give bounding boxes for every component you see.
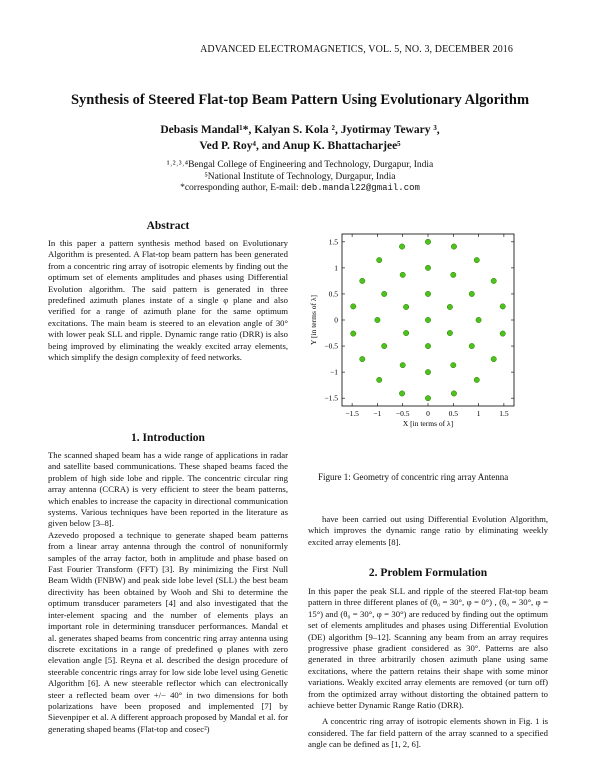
array-element-point — [476, 317, 481, 322]
abstract-heading: Abstract — [146, 220, 190, 232]
abstract-text: In this paper a pattern synthesis method based on Evolutionary Algorithm is presented. A Flat-top beam pattern has been generated from a concentric ring array of isotropic elements by finding out the optimum set of elements amplitudes and phases using Differential Evolution algorithm. The said pattern is generated in three predefined azimuth planes instate of a single φ plane and also verified for a range of azimuth plane for the same optimum excitations. The main beam is steered to an elevation angle of 30° with lower peak SLL and ripple. Dynamic range ratio (DRR) is also being improved by eliminating the weakly excited array elements, which simplify the design complexity of feed networks. — [48, 238, 288, 363]
array-element-point — [381, 291, 386, 296]
array-element-point — [447, 330, 452, 335]
array-element-point — [375, 317, 380, 322]
affiliation-2: ⁵National Institute of Technology, Durgapur, India — [204, 172, 396, 182]
y-tick-label: 0.5 — [328, 289, 338, 299]
x-tick-label: 0 — [426, 409, 430, 418]
array-element-point — [381, 343, 386, 348]
array-element-point — [469, 291, 474, 296]
array-element-point — [351, 304, 356, 309]
journal-header: ADVANCED ELECTROMAGNETICS, VOL. 5, NO. 3, DECEMBER 2016 — [200, 44, 513, 55]
x-tick-label: −0.5 — [395, 409, 410, 418]
array-element-point — [491, 356, 496, 361]
introduction-heading: 1. Introduction — [131, 432, 205, 444]
y-tick-label: 1 — [334, 263, 338, 273]
array-element-point — [451, 391, 456, 396]
array-element-point — [425, 265, 430, 270]
x-tick-label: 1.5 — [499, 409, 509, 418]
y-axis-label: Y [in terms of λ] — [309, 294, 318, 346]
array-element-point — [403, 304, 408, 309]
array-element-point — [425, 369, 430, 374]
array-element-point — [360, 278, 365, 283]
x-axis-label: X [in terms of λ] — [402, 419, 454, 428]
authors-line-1: Debasis Mandal¹*, Kalyan S. Kola ², Jyotirmay Tewary ³, — [160, 124, 440, 136]
corresponding-label: *corresponding author, E-mail: — [180, 183, 302, 193]
array-element-point — [500, 304, 505, 309]
problem-paragraph-1: In this paper the peak SLL and ripple of the steered Flat-top beam pattern in three different planes of (θ₀ = 30°, φ = 0°) , (θ₀ = 30°, φ = 15°) and (θ₀ = 30°, φ = 30°) are reduced by finding out the optimum set of elements amplitudes and phases using Differential Evolution (DE) algorithm [9–12]. Scanning any beam from an array requires progressive phase gradient considered as 30°. Patterns are also generated in three arbitrarily chosen azimuth plane using same excitations, where the pattern retains their shape with some minor variations. Weakly excited array elements are removed (or turn off) from the optimized array without distorting the obtained pattern to achieve better Dynamic Range Ratio (DRR). — [308, 586, 548, 711]
problem-paragraph-2: A concentric ring array of isotropic elements shown in Fig. 1 is considered. The far field pattern of the array scanned to a specified angle can be defined as [1, 2, 6]. — [308, 716, 548, 750]
array-element-point — [425, 343, 430, 348]
author-email[interactable]: deb.mandal22@gmail.com — [301, 183, 420, 193]
corresponding-author — [0, 183, 600, 193]
intro-paragraph-1: The scanned shaped beam has a wide range of applications in radar and satellite based communications. These shaped beams faced the problem of high side lobe and ripple. The concentric circular ring array antenna (CCRA) is very efficient to steer the beam patterns, which enables to increase the capacity in directional communication systems. Various techniques have been reported in the literature as given below [3–8]. — [48, 450, 288, 529]
affiliation-1: ¹˒²˒³˒⁴Bengal College of Engineering and Technology, Durgapur, India — [166, 160, 434, 170]
array-element-point — [399, 391, 404, 396]
array-element-point — [425, 239, 430, 244]
array-element-point — [469, 343, 474, 348]
array-element-point — [425, 395, 430, 400]
introduction-text — [48, 450, 288, 735]
array-element-point — [360, 356, 365, 361]
x-tick-label: −1.5 — [345, 409, 359, 418]
array-element-point — [400, 272, 405, 277]
array-element-point — [425, 291, 430, 296]
x-tick-label: 1 — [476, 409, 481, 418]
figure-1-plot — [306, 228, 546, 436]
array-element-point — [425, 317, 430, 322]
array-element-point — [351, 331, 356, 336]
right-continuation: have been carried out using Differential Evolution Algorithm, which improves the dynamic range ratio by eliminating weekly excited array elements [8]. — [308, 514, 548, 547]
y-tick-label: 0 — [334, 315, 338, 325]
array-element-point — [400, 362, 405, 367]
paper-title: Synthesis of Steered Flat-top Beam Pattern Using Evolutionary Algorithm — [70, 92, 530, 108]
y-tick-label: −0.5 — [324, 341, 338, 351]
array-element-point — [474, 377, 479, 382]
figure-1-caption: Figure 1: Geometry of concentric ring array Antenna — [318, 472, 509, 482]
authors-line-2: Ved P. Roy⁴, and Anup K. Bhattacharjee⁵ — [199, 140, 401, 152]
array-element-point — [377, 257, 382, 262]
array-element-point — [500, 331, 505, 336]
array-element-point — [451, 244, 456, 249]
array-element-point — [451, 272, 456, 277]
problem-formulation-text — [308, 586, 548, 751]
array-element-point — [377, 377, 382, 382]
array-element-point — [491, 278, 496, 283]
y-tick-label: −1 — [330, 367, 338, 377]
array-element-point — [474, 257, 479, 262]
y-tick-label: −1.5 — [324, 393, 338, 403]
array-element-point — [403, 330, 408, 335]
intro-paragraph-2: Azevedo proposed a technique to generate shaped beam patterns from a linear array antenna through the control of nonuniformly samples of the array factor, both in amplitude and phase based on Fast Fourier Transform (FFT) [3]. By minimizing the First Null Beam Width (FNBW) and peak side lobe level (SLL) the best beam directivity has been obtained by Wooh and Shi to determine the optimum transducer parameters [4] and also investigated that the inter-element spacing and the number of elements plays an important role in determining transducer performances. Mandal et al. generates shaped beams from concentric ring array antenna using discrete excitations in a range of predefined φ planes with zero elevation angle [5]. Reyna et al. described the design procedure of steerable concentric rings array for low side lobe level using Genetic Algorithm [6]. A new steerable reflector which can electronically steer a reflected beam over +/− 40° in two dimensions for both polarizations have been proposed and implemented [7] by Sievenpiper et al. A different approach proposed by Mandal et al. for generating shaped beams (Flat-top and cosec²) — [48, 529, 288, 734]
x-tick-label: 0.5 — [448, 409, 458, 418]
problem-formulation-heading: 2. Problem Formulation — [368, 567, 488, 579]
y-tick-label: 1.5 — [328, 237, 338, 247]
x-tick-label: −1 — [373, 409, 382, 418]
array-element-point — [451, 362, 456, 367]
array-element-point — [447, 304, 452, 309]
array-element-point — [399, 244, 404, 249]
